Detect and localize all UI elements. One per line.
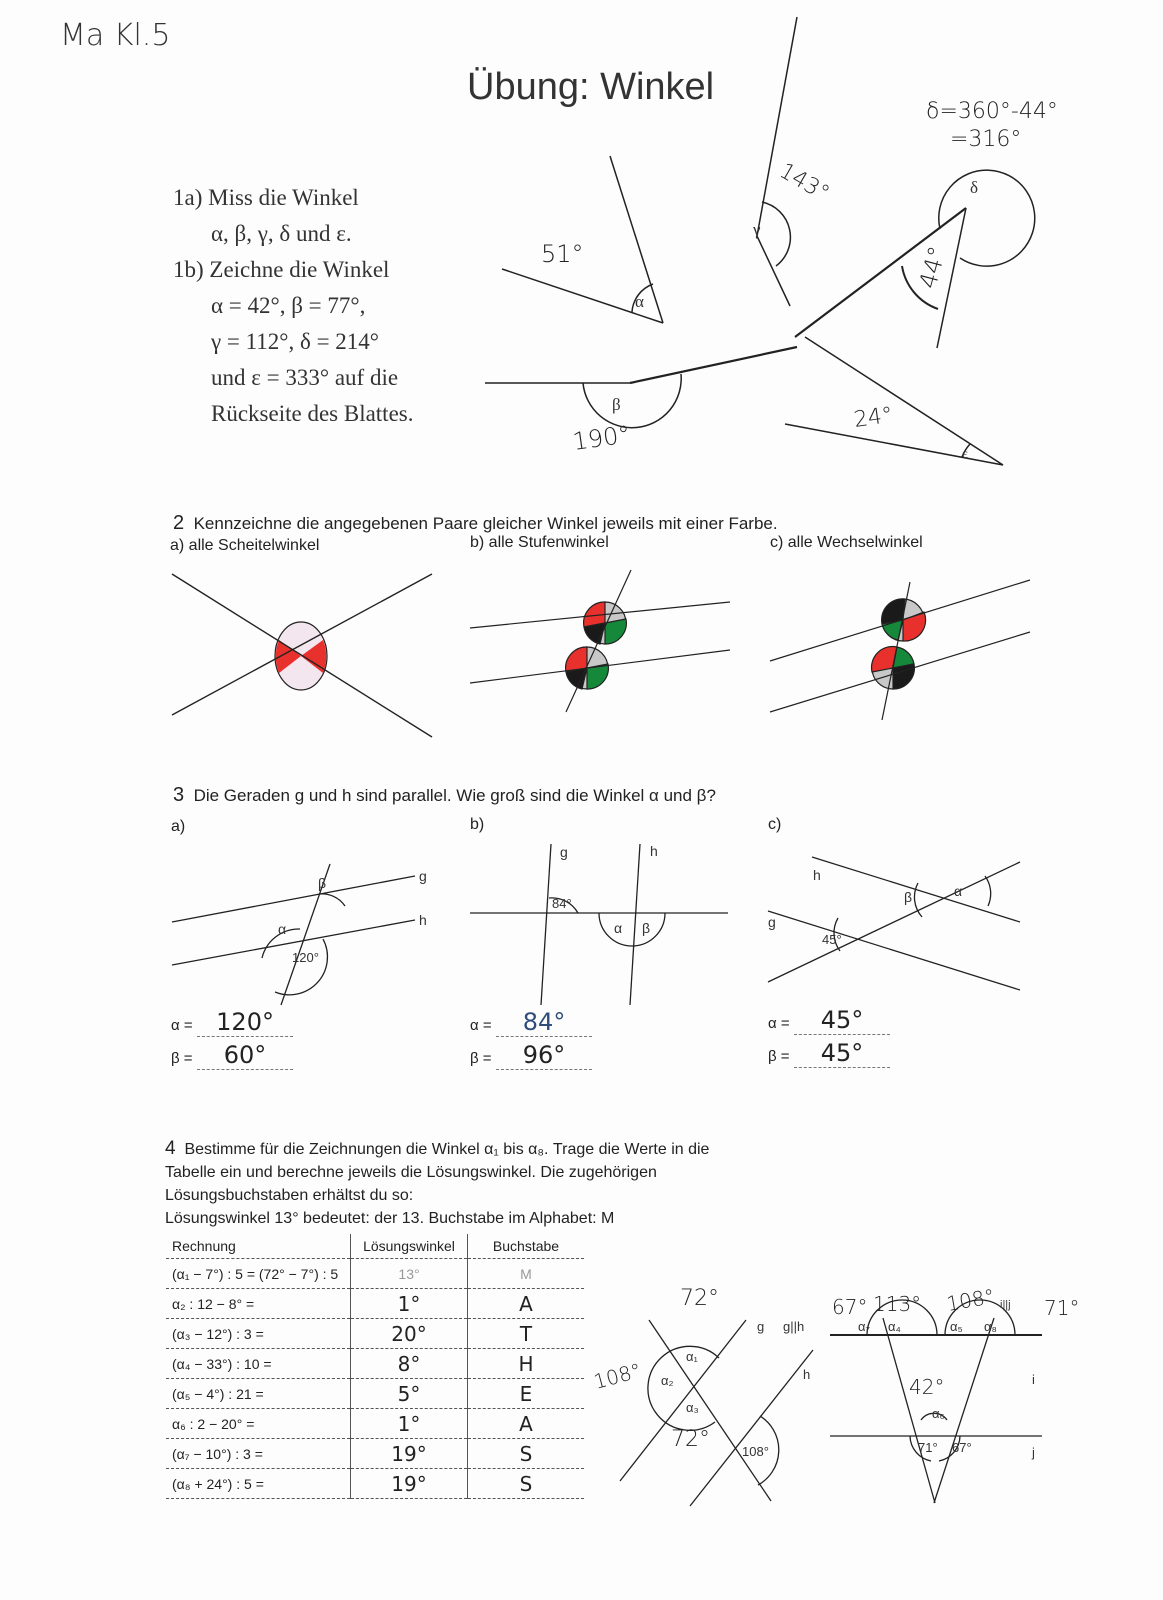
parallel-2 [470, 650, 730, 683]
task2-number: 2 [173, 512, 185, 534]
task2-b-diagram [470, 570, 730, 712]
beta-answer-field[interactable]: 96° [496, 1041, 592, 1070]
d2-a8-label: α₈ [984, 1319, 997, 1334]
c-alpha-arc [985, 876, 991, 906]
c-beta-label: β [904, 889, 913, 905]
task4-number: 4 [165, 1138, 176, 1159]
hand-beta: 190° [570, 420, 633, 456]
task1-instructions [173, 180, 414, 432]
gamma-leg-2 [757, 236, 790, 306]
angle-cell[interactable]: 20° [351, 1319, 468, 1349]
d1-hand-a1: 72° [680, 1286, 719, 1311]
angle-cell[interactable]: 19° [351, 1469, 468, 1499]
task4-instructions [165, 1137, 709, 1230]
alpha-label: α = [171, 1017, 193, 1034]
task1-line: 1a) Miss die Winkel [173, 185, 359, 210]
epsilon-leg-2 [785, 424, 1003, 465]
d2-i-label: i [1032, 1372, 1035, 1387]
d2-given-left-label: 71° [918, 1440, 938, 1455]
d1-a2-label: α₂ [661, 1373, 674, 1388]
table-row [166, 1349, 584, 1379]
gamma-leg-1 [757, 17, 797, 236]
b-g-label: g [560, 844, 568, 860]
line-2 [172, 574, 432, 715]
a-line-h [172, 920, 415, 965]
d2-j-label: j [1032, 1445, 1035, 1460]
table-row [166, 1469, 584, 1499]
table-row [166, 1379, 584, 1409]
d2-a7-a4-arc [867, 1300, 937, 1335]
c-g-label: g [768, 914, 776, 930]
transversal [566, 570, 631, 712]
task3-part-a-label: a) [171, 818, 186, 835]
beta-label: β = [470, 1050, 492, 1067]
d1-alpha-arc [648, 1346, 719, 1430]
task2-header [173, 512, 778, 535]
d2-a6-label: α₆ [932, 1406, 945, 1421]
d1-given-arc [758, 1416, 779, 1485]
d1-hand-a2: 108° [591, 1358, 644, 1394]
hand-alpha: 51° [541, 240, 584, 268]
task3-header [173, 784, 716, 807]
letter-cell: M [468, 1259, 585, 1289]
delta-inner-arc [902, 266, 938, 309]
hand-delta-inner: 44° [913, 243, 952, 292]
calc-cell: (α₇ − 10°) : 3 = [166, 1439, 351, 1469]
d2-right-transversal [934, 1318, 994, 1503]
task1-line: Rückseite des Blattes. [211, 401, 414, 426]
c-alpha-label: α [954, 883, 963, 899]
angle-cell: 13° [351, 1259, 468, 1289]
angle-cell[interactable]: 1° [351, 1289, 468, 1319]
d1-line-h [690, 1350, 813, 1506]
parallel-1 [770, 580, 1030, 661]
red-sector-right [301, 640, 326, 673]
c-line-g [768, 911, 1020, 990]
letter-cell[interactable]: S [468, 1469, 585, 1499]
b-h-label: h [650, 843, 658, 859]
a-transversal [281, 864, 330, 1005]
beta-label: β [612, 395, 621, 414]
c-h-label: h [813, 867, 821, 883]
d1-h-label: h [803, 1367, 811, 1382]
task2-part-c-label: c) alle Wechselwinkel [770, 534, 923, 551]
task2-c-diagram [770, 580, 1030, 720]
task1-line: 1b) Zeichne die Winkel [173, 257, 390, 282]
a-alpha-arc [262, 929, 300, 958]
epsilon-leg-1 [805, 337, 1003, 465]
d2-a5-label: α₅ [950, 1319, 963, 1334]
handwritten-class-label: Ma Kl.5 [60, 18, 171, 53]
a-given-label: 120° [292, 950, 319, 965]
angle-cell[interactable]: 5° [351, 1379, 468, 1409]
gamma-label: γ [753, 220, 761, 239]
task1-line: γ = 112°, δ = 214° [211, 329, 379, 354]
a-given-arc [275, 939, 327, 995]
delta-leg-2 [937, 208, 966, 348]
letter-cell[interactable]: A [468, 1409, 585, 1439]
beta-label: β = [768, 1048, 790, 1065]
hand-gamma: 143° [775, 158, 834, 207]
calc-cell: α₆ : 2 − 20° = [166, 1409, 351, 1439]
hand-delta-calc-2: =316° [950, 127, 1022, 152]
alpha-label: α [635, 292, 644, 311]
task4-line: Lösungswinkel 13° bedeutet: der 13. Buchstabe im Alphabet: M [165, 1210, 615, 1227]
task3-b-answers [470, 1008, 592, 1070]
task2-instruction: Kennzeichne die angegebenen Paare gleicher Winkel jeweils mit einer Farbe. [193, 514, 778, 533]
alpha-leg-2 [610, 156, 663, 323]
task3-instruction: Die Geraden g und h sind parallel. Wie groß sind die Winkel α und β? [193, 786, 716, 805]
d2-a4-label: α₄ [888, 1319, 901, 1334]
a-g-label: g [419, 868, 427, 884]
table-header-row [166, 1234, 584, 1259]
intersection-upper [882, 599, 926, 641]
alpha-answer-field[interactable]: 120° [197, 1008, 293, 1037]
b-given-label: 84° [552, 896, 572, 911]
d2-parallel-note: i||j [1000, 1299, 1011, 1311]
a-line-g [172, 876, 415, 922]
line-1 [172, 574, 432, 737]
angle-cell[interactable]: 1° [351, 1409, 468, 1439]
d1-parallel-note: g||h [783, 1319, 805, 1334]
red-sector-left [276, 640, 301, 673]
task3-a-answers [171, 1008, 293, 1070]
alpha-label: α = [768, 1015, 790, 1032]
a-alpha-label: α [278, 921, 287, 937]
alpha-answer-field[interactable]: 45° [794, 1006, 890, 1035]
angle-cell[interactable]: 19° [351, 1439, 468, 1469]
calc-cell: α₂ : 12 − 8° = [166, 1289, 351, 1319]
parallel-2 [770, 632, 1030, 712]
intersection-lower [872, 647, 915, 689]
b-line-g [541, 844, 551, 1005]
parallel-1 [470, 602, 730, 628]
d2-a6-arc [921, 1413, 947, 1420]
epsilon-arc [962, 444, 970, 457]
c-beta-arc [914, 883, 922, 917]
task4-line: Bestimme für die Zeichnungen die Winkel α₁ bis α₈. Trage die Werte in die [184, 1141, 710, 1158]
task3-number: 3 [173, 784, 185, 806]
table-row [166, 1409, 584, 1439]
task4-line: Tabelle ein und berechne jeweils die Lösungswinkel. Die zugehörigen [165, 1164, 657, 1181]
task3-part-c-label: c) [768, 816, 782, 833]
b-line-h [630, 844, 640, 1005]
header-loesungswinkel: Lösungswinkel [351, 1234, 468, 1259]
intersection-upper [584, 602, 627, 644]
header-buchstabe: Buchstabe [468, 1234, 585, 1259]
d1-hand-a3: 72° [671, 1427, 710, 1452]
calc-cell: (α₈ + 24°) : 5 = [166, 1469, 351, 1499]
letter-cell[interactable]: E [468, 1379, 585, 1409]
task1-line: und ε = 333° auf die [211, 365, 399, 390]
table-row [166, 1259, 584, 1289]
d1-line-g [620, 1320, 746, 1481]
alpha-answer-field[interactable]: 84° [496, 1008, 592, 1037]
page-title: Übung: Winkel [467, 66, 715, 108]
beta-label: β = [171, 1050, 193, 1067]
vertex-circle [275, 622, 327, 690]
beta-arc [583, 374, 681, 428]
beta-answer-field[interactable]: 60° [197, 1041, 293, 1070]
a-beta-label: β [318, 875, 327, 891]
solution-table [166, 1234, 584, 1499]
b-alpha-label: α [614, 920, 623, 936]
d2-hand-a8: 71° [1044, 1296, 1080, 1320]
d2-a5-a8-arc [945, 1300, 1015, 1335]
hand-epsilon: 24° [852, 402, 895, 433]
epsilon-label: ε [962, 447, 968, 462]
task3-part-b-label: b) [470, 816, 485, 833]
d2-hand-a6: 42° [909, 1375, 945, 1399]
task2-a-diagram [172, 574, 432, 737]
delta-leg-1 [795, 208, 966, 337]
task2-part-a-label: a) alle Scheitelwinkel [170, 537, 320, 554]
beta-leg-2 [630, 347, 797, 383]
c-given-arc [834, 918, 840, 951]
letter-cell[interactable]: A [468, 1289, 585, 1319]
letter-cell[interactable]: T [468, 1319, 585, 1349]
d2-given-right-arc [939, 1436, 960, 1461]
calc-cell: (α₁ − 7°) : 5 = (72° − 7°) : 5 [166, 1259, 351, 1289]
table-row [166, 1439, 584, 1469]
b-given-arc [549, 898, 578, 913]
task1-line: α = 42°, β = 77°, [211, 293, 366, 318]
beta-answer-field[interactable]: 45° [794, 1039, 890, 1068]
table-row [166, 1319, 584, 1349]
d1-a1-label: α₁ [686, 1349, 698, 1364]
d2-given-right-label: 67° [952, 1440, 972, 1455]
c-transversal [768, 862, 1020, 982]
header-rechnung: Rechnung [166, 1234, 351, 1259]
intersection-lower [566, 647, 609, 689]
task2-part-b-label: b) alle Stufenwinkel [470, 534, 609, 551]
d1-given-label: 108° [742, 1444, 769, 1459]
d2-left-transversal [883, 1318, 935, 1503]
d1-transversal [649, 1320, 771, 1501]
letter-cell[interactable]: S [468, 1439, 585, 1469]
alpha-label: α = [470, 1017, 492, 1034]
hand-delta-calc-1: δ=360°-44° [926, 99, 1058, 124]
d2-a7-label: α₇ [858, 1319, 870, 1334]
d2-hand-a5: 108° [944, 1283, 997, 1316]
delta-label: δ [970, 178, 979, 197]
c-given-label: 45° [822, 932, 842, 947]
c-line-h [812, 857, 1020, 922]
a-beta-arc [319, 894, 345, 906]
alpha-arc [632, 284, 653, 312]
task4-line: Lösungsbuchstaben erhältst du so: [165, 1187, 414, 1204]
d1-g-label: g [757, 1319, 765, 1334]
calc-cell: (α₅ − 4°) : 21 = [166, 1379, 351, 1409]
alpha-leg-1 [502, 269, 663, 323]
task1-line: α, β, γ, δ und ε. [211, 221, 352, 246]
transversal [882, 582, 910, 720]
delta-arc [939, 170, 1035, 266]
table-row [166, 1289, 584, 1319]
angle-cell[interactable]: 8° [351, 1349, 468, 1379]
d2-hand-a4: 113° [873, 1292, 922, 1316]
b-beta-label: β [642, 920, 651, 936]
d2-given-left-arc [910, 1436, 931, 1461]
letter-cell[interactable]: H [468, 1349, 585, 1379]
calc-cell: (α₄ − 33°) : 10 = [166, 1349, 351, 1379]
b-alpha-beta-arc [599, 913, 665, 946]
task3-c-answers [768, 1006, 890, 1068]
gamma-arc [762, 202, 790, 266]
calc-cell: (α₃ − 12°) : 3 = [166, 1319, 351, 1349]
d1-a3-label: α₃ [686, 1400, 699, 1415]
a-h-label: h [419, 912, 427, 928]
d2-hand-a7: 67° [832, 1295, 868, 1319]
